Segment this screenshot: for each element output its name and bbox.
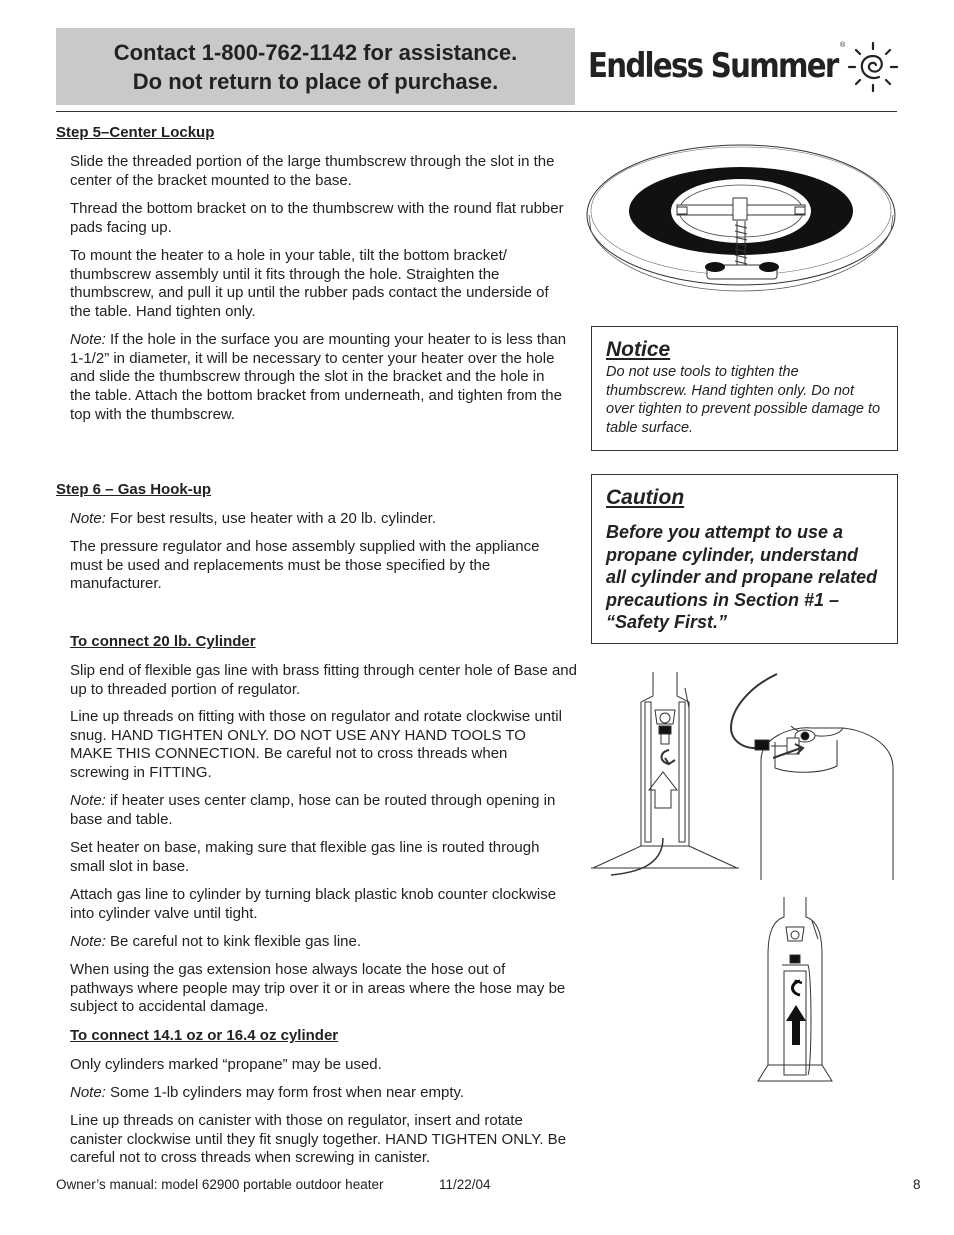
caution-body: Before you attempt to use a propane cylinder, understand all cylinder and propane related precautions in Section #1 – “Safety First.” bbox=[606, 522, 878, 633]
caution-title: Caution bbox=[606, 486, 685, 509]
note-label: Note: bbox=[70, 933, 106, 950]
step5-paragraph-3: To mount the heater to a hole in your table, tilt the bottom bracket/ thumbscrew assembly until it fits through the hole. Straighten the thumbscrew, and pull it up until the rubber pads contact the underside of the table. Hand tighten only. bbox=[70, 247, 549, 321]
brand-logo bbox=[588, 40, 908, 100]
canister-hookup-illustration bbox=[752, 895, 838, 1087]
connect20-heading: To connect 20 lb. Cylinder bbox=[70, 633, 256, 650]
contact-line-1: Contact 1-800-762-1142 for assistance. bbox=[113, 39, 518, 65]
connect14-paragraph-3: Line up threads on canister with those on regulator, insert and rotate canister clockwise until they fit snugly together. HAND TIGHTEN ONLY. Be careful not to cross threads when screwing in canister. bbox=[70, 1112, 567, 1167]
step5-paragraph-1: Slide the threaded portion of the large thumbscrew through the slot in the center of the bracket mounted to the base. bbox=[70, 153, 555, 189]
notice-box bbox=[591, 326, 898, 451]
registered-mark: ® bbox=[840, 42, 846, 49]
page-number: 8 bbox=[913, 1177, 921, 1192]
note-label: Note: bbox=[70, 510, 106, 527]
connect20-paragraph-5: Attach gas line to cylinder by turning black plastic knob counter clockwise into cylinder valve until tight. bbox=[70, 886, 557, 922]
connect14-note bbox=[70, 1084, 570, 1103]
caution-box bbox=[591, 474, 898, 644]
note-text: Some 1-lb cylinders may form frost when near empty. bbox=[105, 1084, 465, 1101]
notice-title: Notice bbox=[606, 338, 671, 361]
note-label: Note: bbox=[70, 1084, 106, 1101]
connect20-note-1 bbox=[70, 792, 570, 829]
connect20-paragraph-7: When using the gas extension hose always locate the hose out of pathways where people may trip over it or in areas where the hose may be subject to accidental damage. bbox=[70, 961, 566, 1016]
step6-heading: Step 6 – Gas Hook-up bbox=[56, 481, 212, 498]
note-text: Be careful not to kink flexible gas line. bbox=[105, 933, 361, 950]
notice-body: Do not use tools to tighten the thumbscrew. Hand tighten only. Do not over tighten to prevent possible damage to table surface. bbox=[606, 364, 881, 437]
contact-line-2: Do not return to place of purchase. bbox=[132, 68, 499, 94]
header-rule bbox=[56, 111, 897, 112]
footer-date: 11/22/04 bbox=[439, 1177, 491, 1192]
footer-manual: Owner’s manual: model 62900 portable outdoor heater bbox=[56, 1177, 384, 1192]
connect20-paragraph-1: Slip end of flexible gas line with brass fitting through center hole of Base and up to threaded portion of regulator. bbox=[70, 662, 577, 698]
connect14-paragraph-1: Only cylinders marked “propane” may be used. bbox=[70, 1056, 382, 1073]
cylinder-hookup-illustration bbox=[591, 668, 901, 880]
connect20-paragraph-4: Set heater on base, making sure that flexible gas line is routed through small slot in base. bbox=[70, 839, 540, 875]
connect20-note-2 bbox=[70, 933, 570, 952]
table-bracket-illustration bbox=[585, 143, 898, 303]
brand-name: Endless Summer bbox=[588, 46, 838, 86]
note-label: Note: bbox=[70, 331, 106, 348]
connect14-heading: To connect 14.1 oz or 16.4 oz cylinder bbox=[70, 1027, 339, 1044]
note-text: If the hole in the surface you are mounting your heater to is less than 1-1/2” in diameter, it will be necessary to center your heater over the hole and slide the thumbscrew through the slot in the bracket and the hole in the table. Attach the bottom bracket from underneath, and tighten from the top with the thumbscrew. bbox=[70, 331, 567, 423]
sun-logo-icon bbox=[846, 40, 900, 94]
note-text: if heater uses center clamp, hose can be routed through opening in base and table. bbox=[70, 792, 556, 828]
note-label: Note: bbox=[70, 792, 106, 809]
connect20-paragraph-2: Line up threads on fitting with those on regulator and rotate clockwise until snug. HAND TIGHTEN ONLY. DO NOT USE ANY HAND TOOLS TO MAKE THIS CONNECTION. Be careful not to cross threads when screwing in FITTING. bbox=[70, 708, 562, 782]
note-text: For best results, use heater with a 20 lb. cylinder. bbox=[105, 510, 437, 527]
step6-note bbox=[70, 510, 570, 529]
step5-note bbox=[70, 331, 568, 425]
step5-paragraph-2: Thread the bottom bracket on to the thumbscrew with the round flat rubber pads facing up. bbox=[70, 200, 564, 236]
contact-banner bbox=[56, 28, 575, 105]
step6-paragraph-1: The pressure regulator and hose assembly supplied with the appliance must be used and replacements must be those specified by the manufacturer. bbox=[70, 538, 540, 593]
step5-heading: Step 5–Center Lockup bbox=[56, 124, 215, 141]
